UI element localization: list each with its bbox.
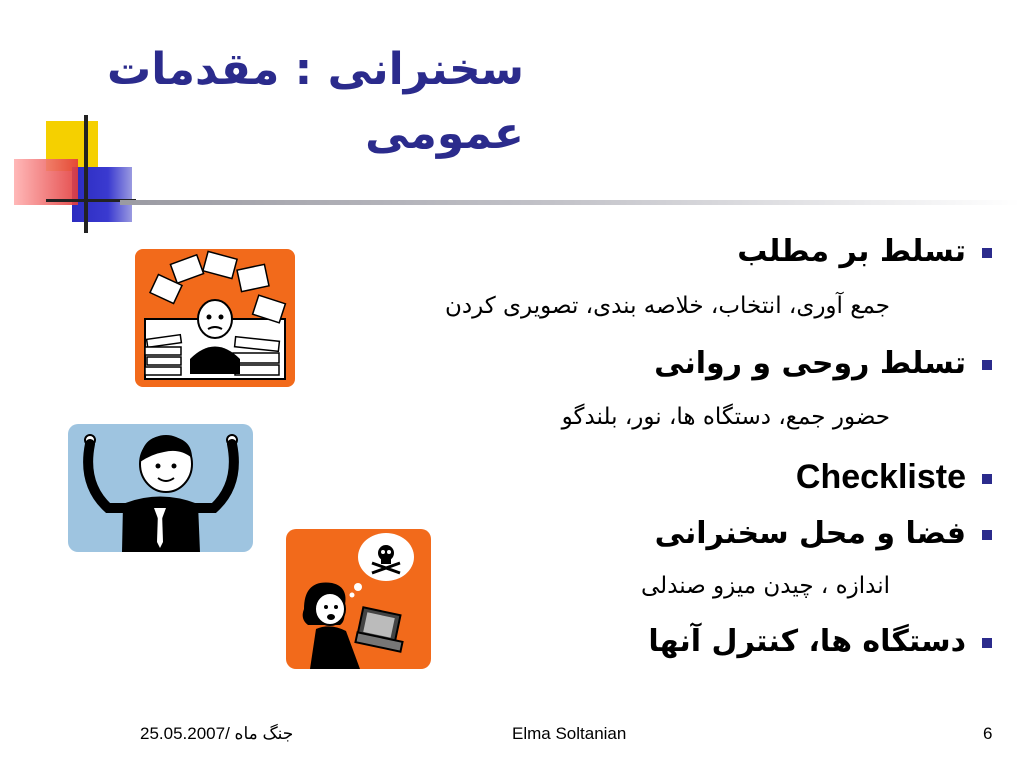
- strongman-illustration: [68, 424, 253, 552]
- bullet-3: [796, 458, 992, 497]
- title-line-2: عمومی: [365, 108, 524, 159]
- bullet-1: [737, 234, 992, 269]
- bullet-square-icon: [982, 474, 992, 484]
- bullet-5: [648, 624, 992, 659]
- sub-bullet-2: حضور جمع، دستگاه ها، نور، بلندگو: [561, 404, 890, 430]
- bullet-2: [654, 346, 992, 381]
- bullet-text: تسلط بر مطلب: [737, 234, 966, 269]
- bullet-text: فضا و محل سخنرانی: [654, 516, 966, 551]
- computer-frustration-illustration: [286, 529, 431, 669]
- bullet-square-icon: [982, 530, 992, 540]
- bullet-text: تسلط روحی و روانی: [654, 346, 966, 381]
- title-line-1: سخنرانی : مقدمات: [107, 44, 524, 95]
- bullet-text: دستگاه ها، کنترل آنها: [648, 624, 966, 659]
- bullet-4: [655, 516, 992, 551]
- computer-frustration-clipart: [286, 529, 431, 669]
- paperwork-clipart: [133, 247, 297, 389]
- bullet-square-icon: [982, 638, 992, 648]
- title-underline: [120, 200, 1020, 205]
- strongman-clipart: [68, 424, 253, 552]
- paperwork-illustration: [135, 249, 295, 387]
- footer-author: Elma Soltanian: [512, 724, 627, 743]
- vertical-line: [84, 115, 88, 233]
- blue-square: [72, 167, 132, 222]
- sub-bullet-4: اندازه ، چیدن میزو صندلی: [641, 573, 890, 599]
- bullet-text: Checkliste: [795, 458, 966, 496]
- slide-title: [104, 38, 524, 166]
- sub-bullet-1: جمع آوری، انتخاب، خلاصه بندی، تصویری کردن: [444, 293, 890, 319]
- page-number: 6: [983, 724, 993, 743]
- bullet-square-icon: [982, 360, 992, 370]
- footer-date: جنگ ماه /25.05.2007: [140, 724, 294, 743]
- bullet-square-icon: [982, 248, 992, 258]
